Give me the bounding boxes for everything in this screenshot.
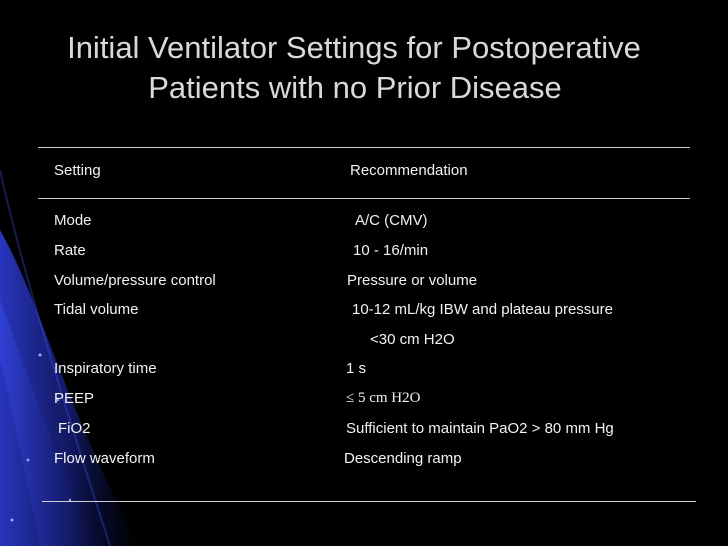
row-setting-tidal-volume: Tidal volume [54, 301, 139, 318]
row-rec-tidal-volume-cont: <30 cm H2O [370, 331, 455, 348]
slide-title-line2: Patients with no Prior Disease [148, 70, 562, 105]
row-setting-fio2: FiO2 [58, 420, 91, 437]
slide-title [0, 28, 728, 108]
row-setting-volume-pressure: Volume/pressure control [54, 272, 216, 289]
table-header-rule [38, 198, 690, 199]
row-rec-inspiratory-time: 1 s [346, 360, 367, 377]
row-rec-fio2: Sufficient to maintain PaO2 > 80 mm Hg [346, 420, 614, 437]
row-setting-flow-waveform: Flow waveform [54, 450, 155, 467]
header-recommendation: Recommendation [350, 162, 468, 179]
row-rec-mode: A/C (CMV) [355, 212, 428, 229]
row-rec-flow-waveform: Descending ramp [344, 450, 462, 467]
row-setting-mode: Mode [54, 212, 92, 229]
table-top-rule [38, 147, 690, 148]
row-rec-rate: 10 - 16/min [353, 242, 429, 259]
row-setting-rate: Rate [54, 242, 86, 259]
slide-title-line1: Initial Ventilator Settings for Postoperative [67, 30, 641, 65]
row-setting-inspiratory-time: Inspiratory time [54, 360, 157, 377]
table-bottom-rule [42, 501, 696, 502]
row-rec-volume-pressure: Pressure or volume [347, 272, 478, 289]
row-setting-peep: PEEP [54, 390, 95, 407]
header-setting: Setting [54, 162, 101, 179]
row-rec-tidal-volume: 10-12 mL/kg IBW and plateau pressure [352, 301, 613, 318]
row-rec-peep: ≤ 5 cm H2O [346, 390, 421, 406]
